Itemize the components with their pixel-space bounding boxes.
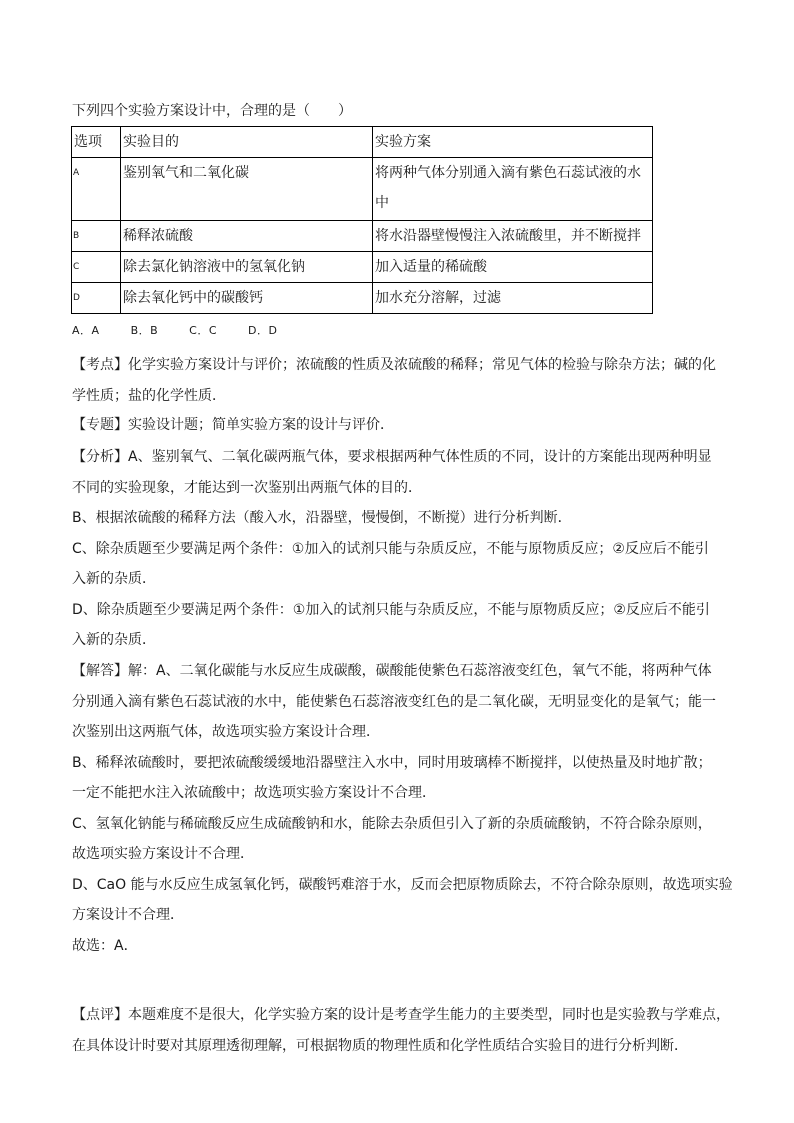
text-line: 【分析】A、鉴别氧气、二氧化碳两瓶气体，要求根据两种气体性质的不同，设计的方案能出现两种明显 xyxy=(72,449,712,465)
question-text: 下列四个实验方案设计中，合理的是（ ） xyxy=(72,103,352,119)
text-line: D、除杂质题至少要满足两个条件：①加入的试剂只能与杂质反应，不能与原物质反应；②反应后不能引 xyxy=(72,601,710,618)
experiment-table xyxy=(71,126,653,314)
row-option: C xyxy=(72,252,121,283)
row-plan-line: 中 xyxy=(375,195,389,211)
row-plan-line: 将两种气体分别通入滴有紫色石蕊试液的水 xyxy=(375,165,641,181)
answer-choices xyxy=(72,322,304,340)
table-row xyxy=(72,221,653,252)
choice-d: D．D xyxy=(248,324,278,337)
text-line: 在具体设计时要对其原理透彻理解，可根据物质的物理性质和化学性质结合实验目的进行分析判断． xyxy=(72,1037,688,1054)
choice-b: B．B xyxy=(130,324,159,337)
text-line: C、氢氧化钠能与稀硫酸反应生成硫酸钠和水，能除去杂质但引入了新的杂质硫酸钠，不符合除杂原则， xyxy=(72,815,712,832)
fenxi-section xyxy=(72,442,732,656)
choice-a: A．A xyxy=(72,324,100,337)
row-plan: 加入适量的稀硫酸 xyxy=(373,252,653,283)
text-line: 【考点】化学实验方案设计与评价；浓硫酸的性质及浓硫酸的稀释；常见气体的检验与除杂方法；碱的化 xyxy=(72,357,716,373)
text-line: 故选项实验方案设计不合理． xyxy=(72,846,254,862)
text-line: B、根据浓硫酸的稀释方法（酸入水，沿器壁，慢慢倒，不断搅）进行分析判断． xyxy=(72,510,572,526)
text-line: 【专题】实验设计题；简单实验方案的设计与评价． xyxy=(72,417,394,433)
row-purpose: 除去氯化钠溶液中的氢氧化钠 xyxy=(121,252,373,283)
row-option: B xyxy=(72,221,121,252)
table-row xyxy=(72,283,653,314)
kaodian-section xyxy=(72,350,732,411)
table-header-row xyxy=(72,127,653,158)
text-line: 不同的实验现象，才能达到一次鉴别出两瓶气体的目的． xyxy=(72,479,422,496)
table-row xyxy=(72,158,653,221)
text-line: B、稀释浓硫酸时，要把浓硫酸缓缓地沿器壁注入水中，同时用玻璃棒不断搅拌，以使热量及时地扩散； xyxy=(72,754,712,771)
text-line: 学性质；盐的化学性质． xyxy=(72,387,226,404)
zhuanti-section xyxy=(72,410,732,441)
text-line: C、除杂质题至少要满足两个条件：①加入的试剂只能与杂质反应，不能与原物质反应；②反应后不能引 xyxy=(72,540,709,557)
row-option: A xyxy=(72,158,121,221)
text-line: 入新的杂质． xyxy=(72,632,156,648)
text-line: 【点评】本题难度不是很大，化学实验方案的设计是考查学生能力的主要类型，同时也是实验教与学难点， xyxy=(72,1007,730,1023)
jieda-section xyxy=(72,656,732,961)
row-plan xyxy=(373,158,653,221)
header-plan: 实验方案 xyxy=(373,127,653,158)
text-line: 方案设计不合理． xyxy=(72,907,184,923)
row-purpose: 稀释浓硫酸 xyxy=(121,221,373,252)
text-line: 入新的杂质． xyxy=(72,571,156,587)
header-purpose: 实验目的 xyxy=(121,127,373,158)
text-line: 次鉴别出这两瓶气体，故选项实验方案设计合理． xyxy=(72,724,380,740)
text-line: 分别通入滴有紫色石蕊试液的水中，能使紫色石蕊溶液变红色的是二氧化碳，无明显变化的是氧气；能一 xyxy=(72,693,716,710)
choice-c: C．C xyxy=(189,324,218,337)
text-line: 故选：A． xyxy=(72,937,138,954)
table-row xyxy=(72,252,653,283)
row-purpose: 除去氧化钙中的碳酸钙 xyxy=(121,283,373,314)
text-line: 【解答】解：A、二氧化碳能与水反应生成碳酸，碳酸能使紫色石蕊溶液变红色，氧气不能，将两种气体 xyxy=(72,663,712,679)
text-line: 一定不能把水注入浓硫酸中；故选项实验方案设计不合理． xyxy=(72,785,436,801)
text-line: D、CaO 能与水反应生成氢氧化钙，碳酸钙难溶于水，反而会把原物质除去，不符合除杂原则，故选项实验 xyxy=(72,876,733,893)
row-plan: 将水沿器壁慢慢注入浓硫酸里，并不断搅拌 xyxy=(373,221,653,252)
row-option: D xyxy=(72,283,121,314)
dianping-section xyxy=(72,1000,732,1061)
row-purpose: 鉴别氧气和二氧化碳 xyxy=(121,158,373,221)
row-plan: 加水充分溶解，过滤 xyxy=(373,283,653,314)
header-option: 选项 xyxy=(72,127,121,158)
